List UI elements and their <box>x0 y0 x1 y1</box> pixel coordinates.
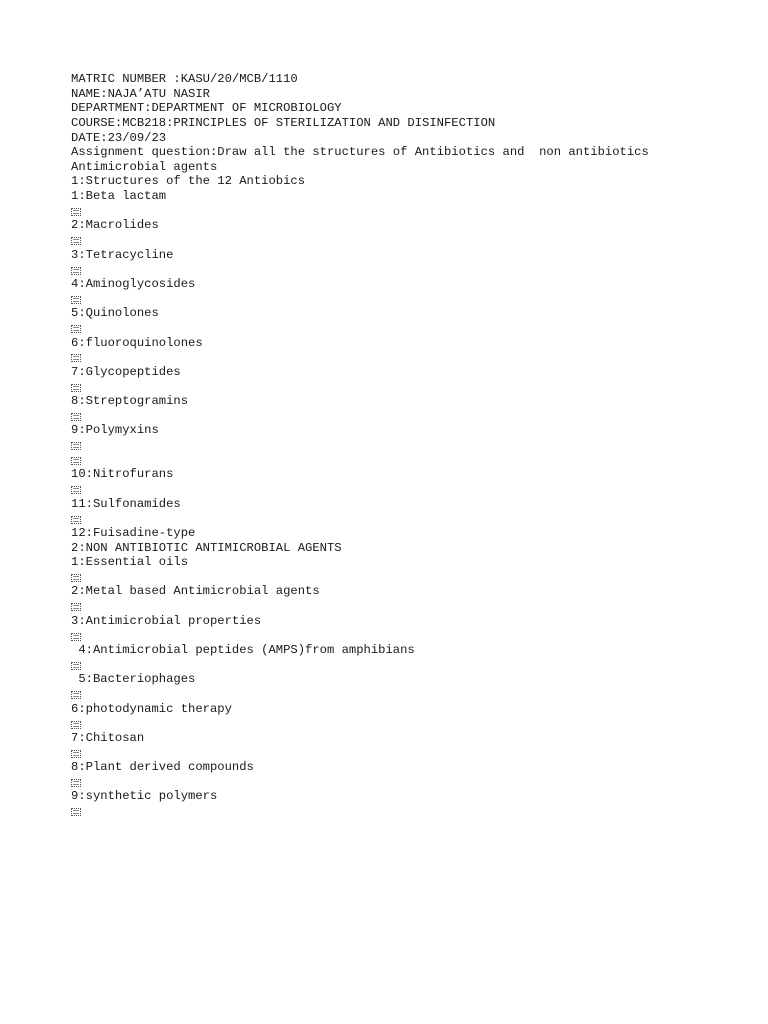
missing-image-placeholder <box>71 599 751 614</box>
missing-glyph-icon <box>71 574 81 582</box>
missing-glyph-icon <box>71 603 81 611</box>
non-antibiotic-item: 4:Antimicrobial peptides (AMPS)from amphibians <box>71 642 415 657</box>
missing-glyph-icon <box>71 354 81 362</box>
missing-glyph-icon <box>71 662 81 670</box>
antibiotic-item: 8:Streptogramins <box>71 394 189 409</box>
missing-image-placeholder <box>71 628 751 643</box>
missing-glyph-icon <box>71 516 81 524</box>
antibiotic-item: 10:Nitrofurans <box>71 467 174 482</box>
missing-glyph-icon <box>71 296 81 304</box>
missing-image-placeholder <box>71 453 751 468</box>
missing-image-placeholder <box>71 292 751 307</box>
antibiotic-item: 1:Beta lactam <box>71 189 167 204</box>
assignment-question: Assignment question:Draw all the structures of Antibiotics and non antibiotics <box>71 145 649 160</box>
missing-image-placeholder <box>71 262 751 277</box>
non-antibiotic-item: 2:Metal based Antimicrobial agents <box>71 584 320 599</box>
missing-image-placeholder <box>71 379 751 394</box>
student-name: NAME:NAJA’ATU NASIR <box>71 86 210 101</box>
missing-image-placeholder <box>71 745 751 760</box>
non-antibiotic-item: 1:Essential oils <box>71 555 189 570</box>
missing-glyph-icon <box>71 779 81 787</box>
antibiotic-item: 5:Quinolones <box>71 306 159 321</box>
missing-image-placeholder <box>71 687 751 702</box>
missing-image-placeholder <box>71 438 751 453</box>
non-antibiotic-item: 8:Plant derived compounds <box>71 760 254 775</box>
missing-glyph-icon <box>71 237 81 245</box>
missing-image-placeholder <box>71 233 751 248</box>
missing-glyph-icon <box>71 325 81 333</box>
missing-glyph-icon <box>71 384 81 392</box>
missing-glyph-icon <box>71 808 81 816</box>
antibiotic-item: 2:Macrolides <box>71 218 159 233</box>
matric-number: MATRIC NUMBER :KASU/20/MCB/1110 <box>71 72 298 86</box>
missing-image-placeholder <box>71 482 751 497</box>
missing-image-placeholder <box>71 570 751 585</box>
antibiotic-item: 11:Sulfonamides <box>71 496 181 511</box>
missing-image-placeholder <box>71 804 751 819</box>
missing-image-placeholder <box>71 716 751 731</box>
non-antibiotic-item: 6:photodynamic therapy <box>71 701 232 716</box>
non-antibiotic-item: 3:Antimicrobial properties <box>71 613 262 628</box>
antibiotic-item: 4:Aminoglycosides <box>71 276 196 291</box>
antibiotic-item: 6:fluoroquinolones <box>71 335 203 350</box>
missing-glyph-icon <box>71 486 81 494</box>
missing-glyph-icon <box>71 721 81 729</box>
non-antibiotic-item: 5:Bacteriophages <box>71 672 196 687</box>
missing-glyph-icon <box>71 750 81 758</box>
missing-glyph-icon <box>71 457 81 465</box>
missing-image-placeholder <box>71 350 751 365</box>
missing-glyph-icon <box>71 691 81 699</box>
antibiotic-item: 7:Glycopeptides <box>71 364 181 379</box>
date: DATE:23/09/23 <box>71 130 167 145</box>
department: DEPARTMENT:DEPARTMENT OF MICROBIOLOGY <box>71 101 342 116</box>
non-antibiotic-item: 9:synthetic polymers <box>71 789 218 804</box>
missing-image-placeholder <box>71 321 751 336</box>
non-antibiotic-item: 7:Chitosan <box>71 730 145 745</box>
missing-image-placeholder <box>71 511 751 526</box>
antibiotic-item: 3:Tetracycline <box>71 247 174 262</box>
missing-image-placeholder <box>71 658 751 673</box>
missing-glyph-icon <box>71 208 81 216</box>
missing-image-placeholder <box>71 775 751 790</box>
missing-glyph-icon <box>71 413 81 421</box>
course: COURSE:MCB218:PRINCIPLES OF STERILIZATION AND DISINFECTION <box>71 115 496 130</box>
missing-glyph-icon <box>71 633 81 641</box>
assignment-question-continued: Antimicrobial agents <box>71 159 218 174</box>
section2-heading: 2:NON ANTIBIOTIC ANTIMICROBIAL AGENTS <box>71 540 342 555</box>
section1-heading: 1:Structures of the 12 Antiobics <box>71 174 306 189</box>
antibiotic-item: 12:Fuisadine-type <box>71 525 196 540</box>
missing-image-placeholder <box>71 204 751 219</box>
missing-glyph-icon <box>71 267 81 275</box>
missing-image-placeholder <box>71 409 751 424</box>
missing-glyph-icon <box>71 442 81 450</box>
antibiotic-item: 9:Polymyxins <box>71 423 159 438</box>
document-page <box>71 72 751 819</box>
